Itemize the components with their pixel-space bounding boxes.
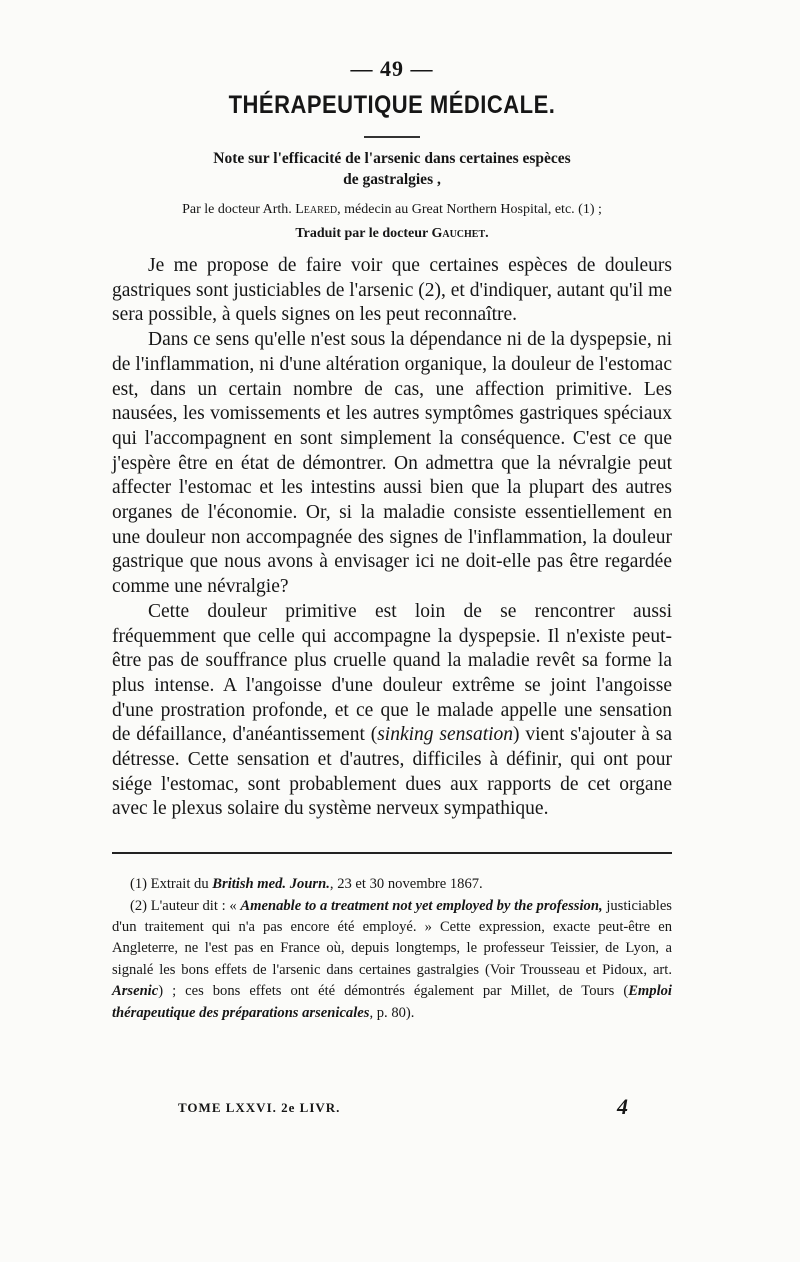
article-title-line-1: Note sur l'efficacité de l'arsenic dans certaines espèces — [213, 150, 571, 167]
paragraph-3 — [112, 600, 672, 822]
footnote-rule — [112, 852, 672, 854]
footnote-1-italic: British med. Journ. — [212, 876, 330, 893]
volume-label: TOME LXXVI. 2e LIVR. — [178, 1100, 341, 1115]
article-title-line-2: de gastralgies , — [343, 171, 441, 188]
footnote-2-italic-3: Emploi thérapeutique des préparations arsenicales — [112, 983, 672, 1021]
page — [112, 56, 672, 1024]
translator-suffix: . — [485, 226, 489, 241]
article-title — [112, 148, 672, 190]
page-number: — 49 — — [350, 56, 434, 81]
footnote-2-a: (2) L'auteur dit : « — [130, 897, 241, 914]
translator-name: Gauchet — [431, 226, 486, 241]
footnote-1-before: (1) Extrait du — [130, 876, 213, 893]
author-name: Leared — [295, 202, 338, 217]
body-text — [112, 254, 672, 822]
paragraph-3-before: Cette douleur primitive est loin de se rencontrer aussi fréquemment que celle qui accompagne la dyspepsie. Il n'existe peut-être pas de souffrance plus cruelle quand la maladie revêt sa forme la plus intense. A l'angoisse d'une douleur extrême se joint l'angoisse d'une prostration profonde, et ce que le malade appelle une sensation de défaillance, d'anéantissement ( — [112, 600, 672, 746]
author-suffix: , médecin au Great Northern Hospital, etc. (1) ; — [337, 202, 602, 217]
translator-line — [112, 226, 672, 242]
footnote-2 — [112, 896, 672, 1024]
footnote-1-after: , 23 et 30 novembre 1867. — [329, 876, 483, 893]
paragraph-2: Dans ce sens qu'elle n'est sous la dépendance ni de la dyspepsie, ni de l'inflammation, ni d'une altération organique, la douleur de l'estomac est, dans un certain nombre de cas, une affection primitive. Les nausées, les vomissements et les autres symptômes gastriques spéciaux qui l'accompagnent en sont simplement la conséquence. C'est ce que j'espère être en état de démontrer. On admettra que la névralgie peut affecter l'estomac et les intestins aussi bien que la plupart des autres organes de l'économie. Or, si la maladie consiste essentiellement en une douleur non accompagnée des signes de l'inflammation, la douleur gastrique que nous avons à envisager ici ne doit-elle pas être regardée comme une névralgie? — [112, 329, 672, 598]
page-footer — [178, 1094, 628, 1119]
title-rule — [364, 136, 420, 138]
footnote-2-italic-2: Arsenic — [112, 983, 159, 1000]
paragraph-1: Je me propose de faire voir que certaines espèces de douleurs gastriques sont justiciables de l'arsenic (2), et d'indiquer, autant qu'il me sera possible, à quels signes on les peut reconnaître. — [112, 255, 672, 326]
footnotes — [112, 874, 672, 1024]
author-prefix: Par le docteur Arth. — [182, 202, 296, 217]
footnote-2-d: , p. 80). — [369, 1004, 415, 1021]
footnote-2-b: justiciables d'un traitement qui n'a pas encore été employé. » Cette expression, exacte peut-être en Angleterre, ne l'est pas en France où, depuis longtemps, le professeur Teissier, de Lyon, a signalé les bons effets de l'arsenic dans certaines gastralgies (Voir Trousseau et Pidoux, art. — [112, 897, 672, 978]
footnote-2-c: ) ; ces bons effets ont été démontrés également par Millet, de Tours ( — [158, 983, 629, 1000]
footnote-2-italic-1: Amenable to a treatment not yet employed by the profession, — [240, 897, 603, 914]
signature-mark: 4 — [617, 1094, 628, 1119]
author-line — [112, 202, 672, 218]
running-head: THÉRAPEUTIQUE MÉDICALE. — [228, 90, 556, 119]
translator-prefix: Traduit par le docteur — [295, 226, 432, 241]
paragraph-3-italic: sinking sensation — [377, 724, 514, 746]
footnote-1 — [112, 874, 672, 895]
paragraph-3-after: ) vient s'ajouter à sa détresse. Cette sensation et d'autres, difficiles à définir, qui ont pour siége l'estomac, sont probablement dues aux rapports de cet organe avec le plexus solaire du système nerveux sympathique. — [112, 724, 673, 820]
